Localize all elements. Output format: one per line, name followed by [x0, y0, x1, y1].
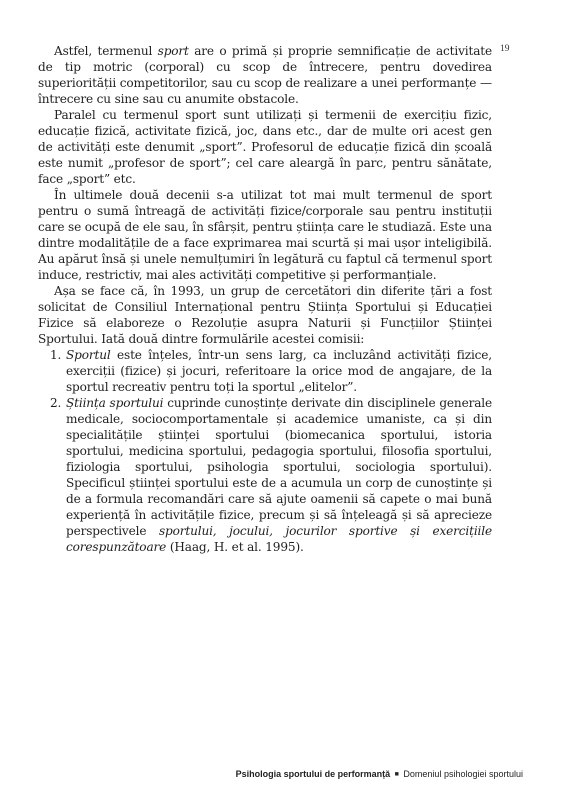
body-text: [38, 43, 492, 555]
running-footer: [236, 769, 523, 779]
paragraph-4: Așa se face că, în 1993, un grup de cercetători din diferite țări a fost solicitat de Consiliul Internațional pentru Știința Sportului și Educației Fizice să elaboreze o Rezoluție asupra Naturii și Funcțiilor Științei Sportului. Iată două dintre formulările acestei comisii:: [38, 284, 492, 346]
footer-book-title: Psihologia sportului de performanță: [235, 769, 391, 779]
list-item-lead: Sportul: [66, 348, 111, 362]
list-item-text: este înțeles, într-un sens larg, ca incluzând activități fizice, exerciții (fizice) și jocuri, referitoare la orice mod de angajare, de la sportul recreativ pentru toți la sportul „elitelor”.: [66, 348, 492, 394]
list-item-text: cuprinde cunoștințe derivate din disciplinele generale medicale, sociocomportamentale și academice umaniste, ca și din specialitățile științei sportului (biomecanica sportului, istoria sportului, medicina sportului, pedagogia sportului, filosofia sportului, fiziologia sportului, psihologia sportului, sociologia sportului). Specificul științei sportului este de a acumula un corp de cunoștințe și de a formula recomandări care să ajute oamenii să capete o mai bună experiență în activitățile fizice, precum și să înțeleagă și să aprecieze perspectivele: [66, 396, 492, 538]
list-item-number: 2.: [50, 396, 62, 410]
list-item-number: 1.: [50, 348, 62, 362]
footer-separator-icon: ■: [394, 771, 399, 778]
paragraph-3: În ultimele două decenii s-a utilizat tot mai mult termenul de sport pentru o sumă întreagă de activități fizice/corporale sau pentru instituții care se ocupă de ele sau, în sfârșit, pentru știința care le studiază. Este una dintre modalitățile de a face exprimarea mai scurtă și mai ușor inteligibilă. Au apărut însă și unele nemulțumiri în legătură cu faptul că termenul sport induce, restrictiv, mai ales activități competitive și performanțiale.: [38, 188, 492, 282]
paragraph-1: [38, 43, 492, 107]
paragraph-1-italic-term: sport: [157, 44, 189, 58]
list-item-lead: Știința sportului: [66, 396, 164, 410]
footer-chapter-title: Domeniul psihologiei sportului: [403, 769, 523, 779]
list-item-italic-phrase: sportului, jocului, jocurilor sportive și exercițiile corespunzătoare: [66, 524, 492, 554]
paragraph-1-start: Astfel, termenul: [54, 44, 158, 58]
paragraph-2: Paralel cu termenul sport sunt utilizați și termenii de exercițiu fizic, educație fizică, activitate fizică, joc, dans etc., dar de multe ori acest gen de activități este denumit „sport”. Profesorul de educație fizică din școală este numit „profesor de sport”; cel care aleargă în parc, pentru sănătate, face „sport” etc.: [38, 108, 492, 186]
page-number: 19: [500, 44, 510, 54]
list-item: [38, 395, 492, 555]
paragraph-1-rest: are o primă și proprie semnificație de activitate de tip motric (corporal) cu scop de întrecere, pentru dovedirea superiorității competitorilor, sau cu scop de realizare a unei performanțe — întrecere cu sine sau cu anumite obstacole.: [38, 44, 492, 106]
citation: (Haag, H. et al. 1995).: [166, 540, 304, 554]
list-item: [38, 347, 492, 395]
numbered-list: [38, 347, 492, 555]
